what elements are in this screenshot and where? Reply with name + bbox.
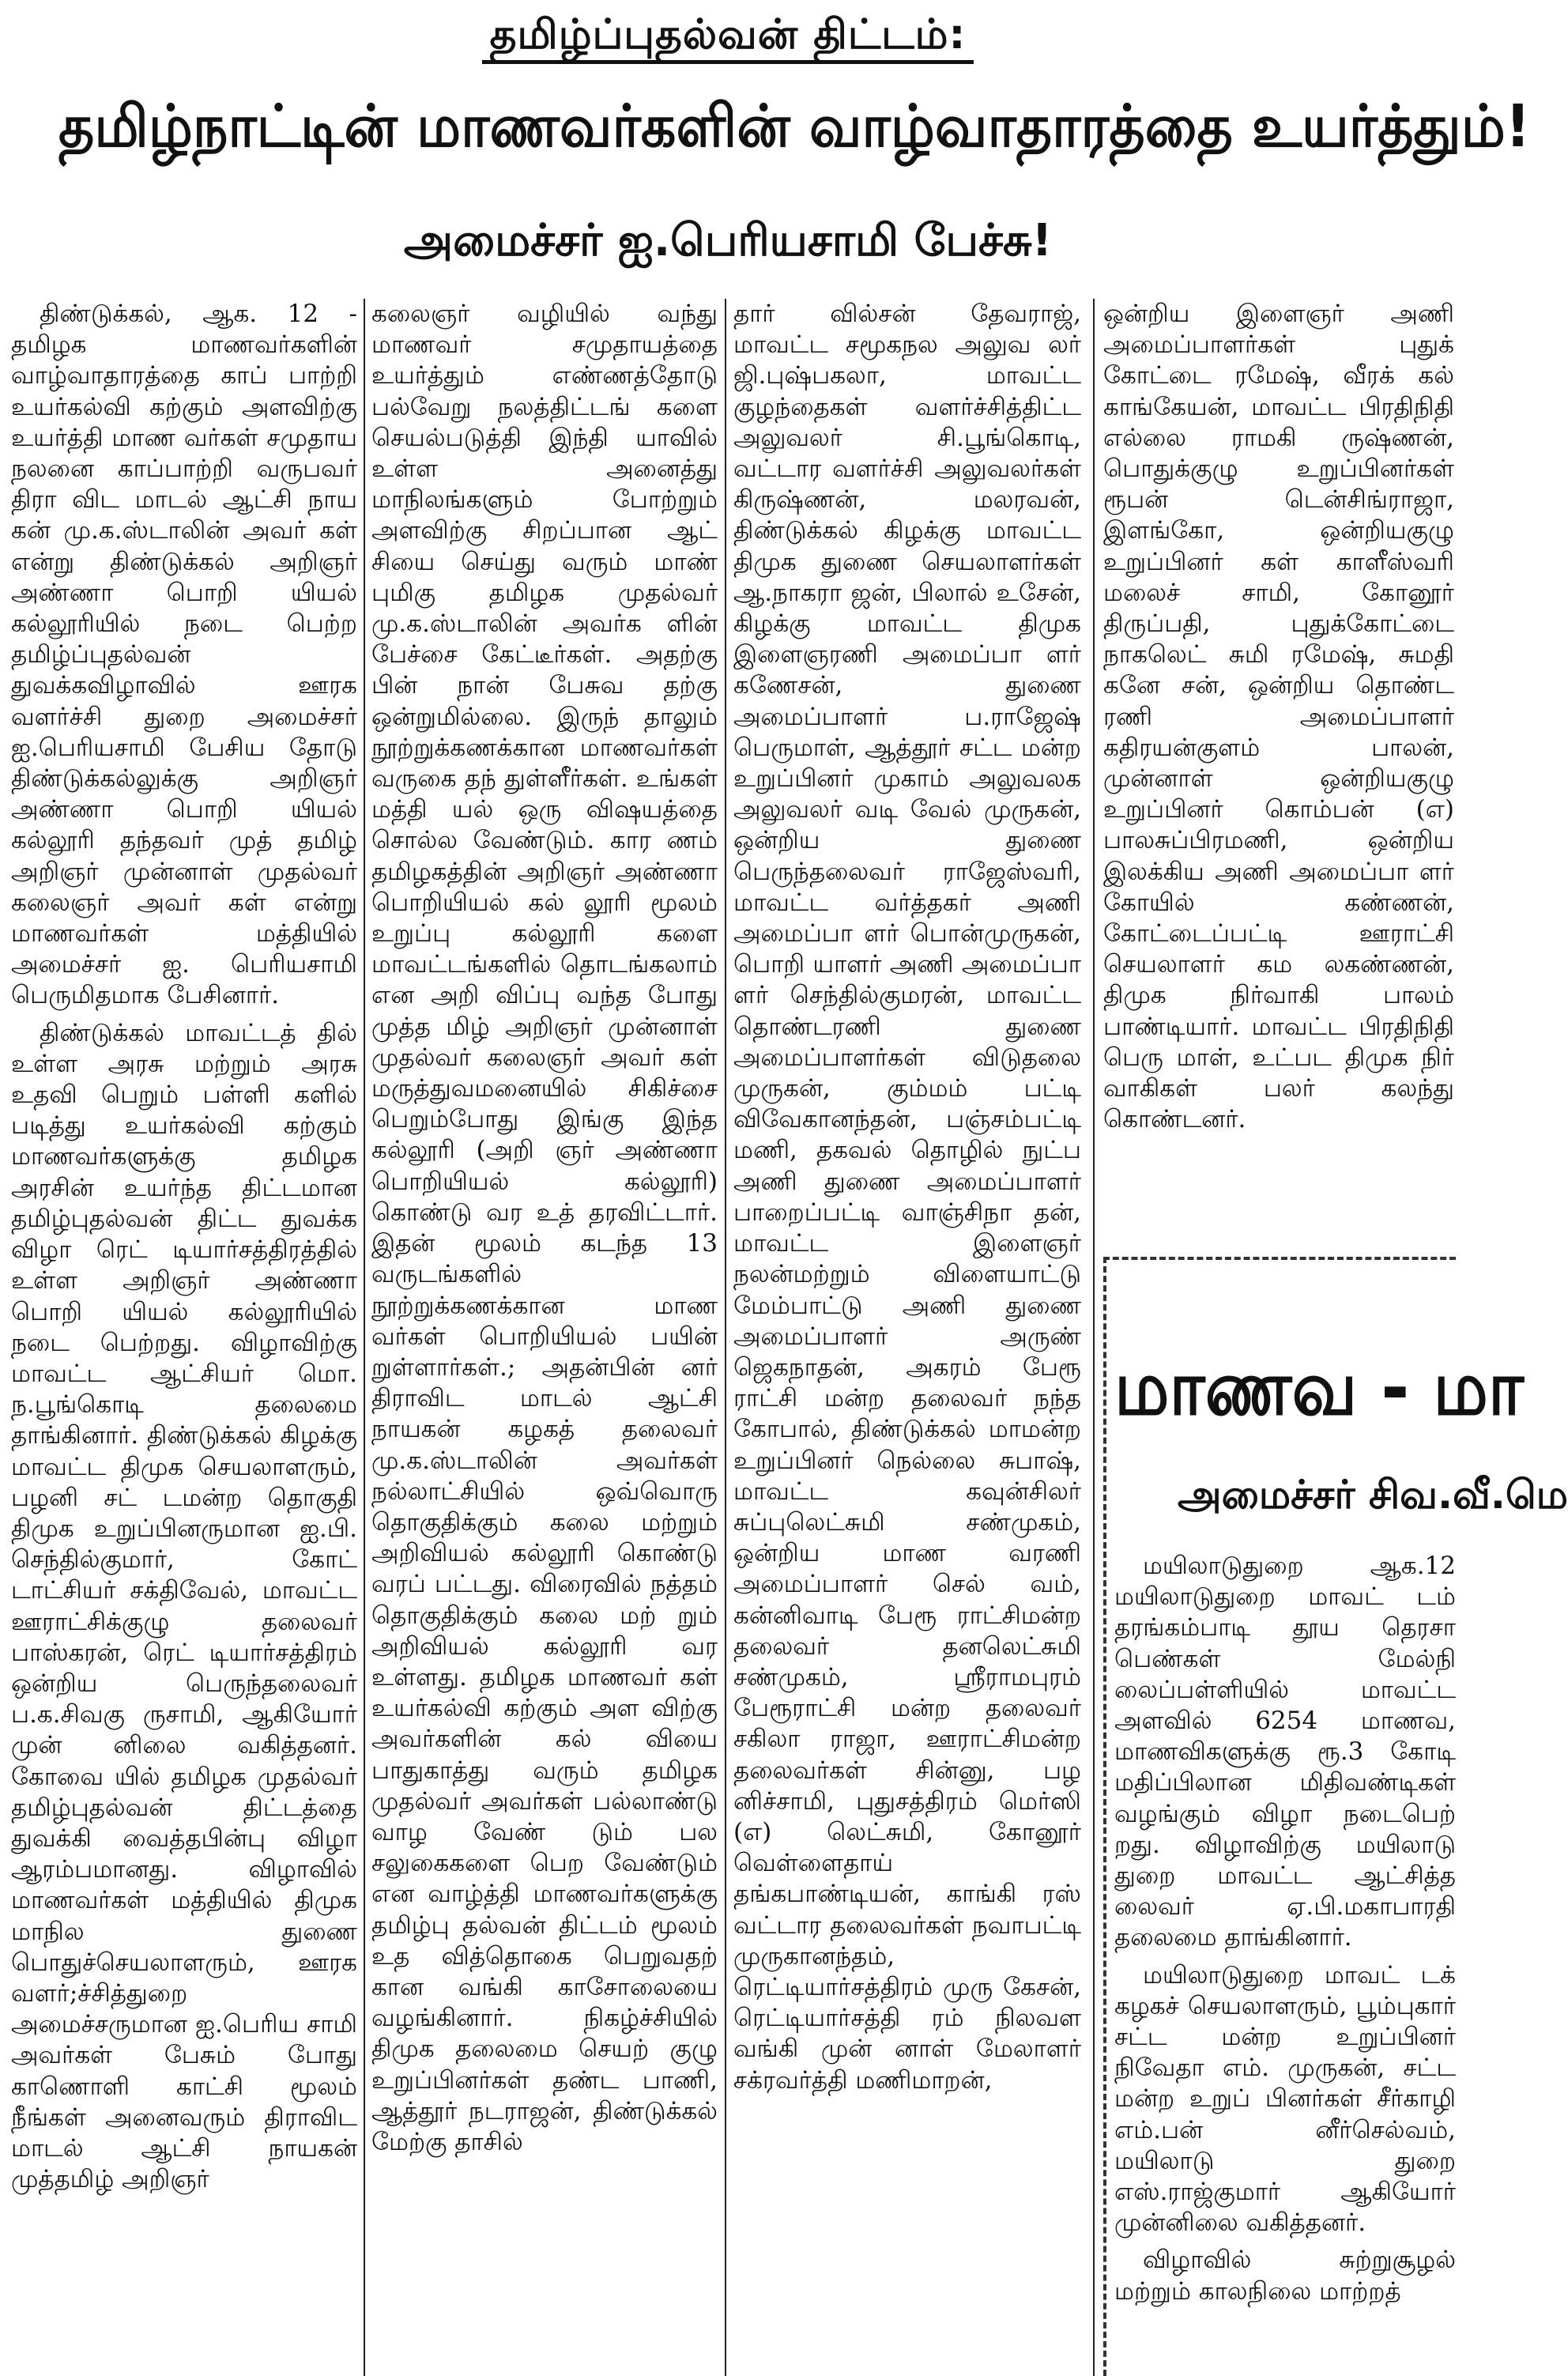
paragraph: திண்டுக்கல் மாவட்டத் தில் உள்ள அரசு மற்றும் அரசு உதவி பெறும் பள்ளி களில் படித்து உயர்கல்வி கற்கும் மாணவர்களுக்கு தமிழக அரசின் உயர்ந்த திட்டமான தமிழ்புதல்வன் திட்ட துவக்க விழா ரெட் டியார்சத்திரத்தில் உள்ள அறிஞர் அண்ணா பொறி யியல் கல்லூரியில் நடை பெற்றது. விழாவிற்கு மாவட்ட ஆட்சியர் மொ. ந.பூங்கொடி தலைமை தாங்கினார். திண்டுக்கல் கிழக்கு மாவட்ட திமுக செயலாளரும், பழனி சட் டமன்ற தொகுதி திமுக உறுப்பினருமான ஐ.பி. செந்தில்குமார், கோட் டாட்சியர் சக்திவேல், மாவட்ட ஊராட்சிக்குழு தலைவர் பாஸ்கரன், ரெட் டியார்சத்திரம் ஒன்றிய பெருந்தலைவர் ப.க.சிவகு ருசாமி, ஆகியோர் முன் னிலை வகித்தனர். கோவை யில் தமிழக முதல்வர் தமிழ்புதல்வன் திட்டத்தை துவக்கி வைத்தபின்பு விழா ஆரம்பமானது. விழாவில் மாணவர்கள் மத்தியில் திமுக மாநில துணை பொதுச்செயலாளரும், ஊரக வளர்;ச்சித்துறை அமைச்சருமான ஐ.பெரிய சாமி அவர்கள் பேசும் போது காணொளி காட்சி மூலம் நீங்கள் அனைவரும் திராவிட மாடல் ஆட்சி நாயகன் முத்தமிழ் அறிஞர் (11, 1018, 357, 2194)
column-rule (364, 299, 365, 2376)
paragraph: ஒன்றிய இளைஞர் அணி அமைப்பாளர்கள் புதுக் கோட்டை ரமேஷ், வீரக் கல் காங்கேயன், மாவட்ட பிரதிநிதி எல்லை ராமகி ருஷ்ணன், பொதுக்குழு உறுப்பினர்கள் ரூபன் டென்சிங்ராஜா, இளங்கோ, ஒன்றியகுழு உறுப்பினர் கள் காளீஸ்வரி மலைச் சாமி, கோனூர் திருப்பதி, புதுக்கோட்டை நாகலெட் சுமி ரமேஷ், சுமதி கனே சன், ஒன்றிய தொண்ட ரணி அமைப்பாளர் கதிரயன்குளம் பாலன், முன்னாள் ஒன்றியகுழு உறுப்பினர் கொம்பன் (எ) பாலசுப்பிரமணி, ஒன்றிய இலக்கிய அணி அமைப்பா ளர் கோயில் கண்ணன், கோட்டைப்பட்டி ஊராட்சி செயலாளர் கம லகண்ணன், திமுக நிர்வாகி பாலம் பாண்டியார். மாவட்ட பிரதிநிதி பெரு மாள், உட்பட திமுக நிர் வாகிகள் பலர் கலந்து கொண்டனர். (1103, 300, 1454, 1134)
paragraph: திண்டுக்கல், ஆக. 12 - தமிழக மாணவர்களின் வாழ்வாதாரத்தை காப் பாற்றி உயர்கல்வி கற்கும் அளவிற்கு உயர்த்தி மாண வர்கள் சமுதாய நலனை காப்பாற்றி வருபவர் திரா விட மாடல் ஆட்சி நாய கன் மு.க.ஸ்டாலின் அவர் கள் என்று திண்டுக்கல் அறிஞர் அண்ணா பொறி யியல் கல்லூரியில் நடை பெற்ற தமிழ்ப்புதல்வன் துவக்கவிழாவில் ஊரக வளர்ச்சி துறை அமைச்சர் ஐ.பெரியசாமி பேசிய தோடு திண்டுக்கல்லுக்கு அறிஞர் அண்ணா பொறி யியல் கல்லூரி தந்தவர் முத் தமிழ் அறிஞர் முன்னாள் முதல்வர் கலைஞர் அவர் கள் என்று மாணவர்கள் மத்தியில் அமைச்சர் ஐ. பெரியசாமி பெருமிதமாக பேசினார். (11, 300, 357, 1010)
article-column-4 (1103, 299, 1454, 1239)
article-column-2 (371, 299, 718, 2370)
paragraph: மயிலாடுதுறை மாவட் டக் கழகச் செயலாளரும், பூம்புகார் சட்ட மன்ற உறுப்பினர் நிவேதா எம். முருகன், சட்ட மன்ற உறுப் பினர்கள் சீர்காழி எம்.பன் னீர்செல்வம், மயிலாடு துறை எஸ்.ராஜ்குமார் ஆகியோர் முன்னிலை வகித்தனர். (1114, 1960, 1456, 2238)
paragraph: விழாவில் சுற்றுசூழல் மற்றும் காலநிலை மாற்றத் (1114, 2246, 1456, 2306)
article-separator (1103, 1257, 1456, 1260)
headline: தமிழ்நாட்டின் மாணவர்களின் வாழ்வாதாரத்தை உயர்த்தும்! (58, 92, 1531, 160)
second-article-headline: மாணவ - மா (1114, 1344, 1524, 1432)
kicker-title: தமிழ்ப்புதல்வன் திட்டம்: (0, 11, 1456, 64)
second-article-subheadline: அமைச்சர் சிவ.வீ.மெ (1178, 1472, 1568, 1518)
second-article-column (1114, 1551, 1456, 2376)
paragraph: தார் வில்சன் தேவராஜ், மாவட்ட சமூகநல அலுவ லர் ஜி.புஷ்பகலா, மாவட்ட குழந்தைகள் வளர்ச்சித்திட்ட அலுவலர் சி.பூங்கொடி, வட்டார வளர்ச்சி அலுவலர்கள் கிருஷ்ணன், மலரவன், திண்டுக்கல் கிழக்கு மாவட்ட திமுக துணை செயலாளர்கள் ஆ.நாகரா ஜன், பிலால் உசேன், கிழக்கு மாவட்ட திமுக இளைஞரணி அமைப்பா ளர் கணேசன், துணை அமைப்பாளர் ப.ராஜேஷ் பெருமாள், ஆத்தூர் சட்ட மன்ற உறுப்பினர் முகாம் அலுவலக அலுவலர் வடி வேல் முருகன், ஒன்றிய துணை பெருந்தலைவர் ராஜேஸ்வரி, மாவட்ட வர்த்தகர் அணி அமைப்பா ளர் பொன்முருகன், பொறி யாளர் அணி அமைப்பா ளர் செந்தில்குமரன், மாவட்ட தொண்டரணி துணை அமைப்பாளர்கள் விடுதலை முருகன், கும்மம் பட்டி விவேகானந்தன், பஞ்சம்பட்டி மணி, தகவல் தொழில் நுட்ப அணி துணை அமைப்பாளர் பாறைப்பட்டி வாஞ்சிநா தன், மாவட்ட இளைஞர் நலன்மற்றும் விளையாட்டு மேம்பாட்டு அணி துணை அமைப்பாளர் அருண் ஜெகநாதன், அகரம் பேரூ ராட்சி மன்ற தலைவர் நந்த கோபால், திண்டுக்கல் மாமன்ற உறுப்பினர் நெல்லை சுபாஷ், மாவட்ட கவுன்சிலர் சுப்புலெட்சுமி சண்முகம், ஒன்றிய மாண வரணி அமைப்பாளர் செல் வம், கன்னிவாடி பேரூ ராட்சிமன்ற தலைவர் தனலெட்சுமி சண்முகம், ஸ்ரீராமபுரம் பேரூராட்சி மன்ற தலைவர் சகிலா ராஜா, ஊராட்சிமன்ற தலைவர்கள் சின்னு, பழ னிச்சாமி, புதுசத்திரம் மெர்ஸி (எ) லெட்சுமி, கோனூர் வெள்ளைதாய் தங்கபாண்டியன், காங்கி ரஸ் வட்டார தலைவர்கள் நவாபட்டி முருகானந்தம், ரெட்டியார்சத்திரம் முரு கேசன், ரெட்டியார்சத்தி ரம் நிலவள வங்கி முன் னாள் மேலாளர் சக்ரவர்த்தி மணிமாறன், (733, 300, 1081, 2095)
article-column-3 (733, 299, 1081, 2370)
paragraph: கலைஞர் வழியில் வந்து மாணவர் சமுதாயத்தை உயர்த்தும் எண்ணத்தோடு பல்வேறு நலத்திட்டங் களை செயல்படுத்தி இந்தி யாவில் உள்ள அனைத்து மாநிலங்களும் போற்றும் அளவிற்கு சிறப்பான ஆட் சியை செய்து வரும் மாண் புமிகு தமிழக முதல்வர் மு.க.ஸ்டாலின் அவர்க ளின் பேச்சை கேட்டீர்கள். அதற்கு பின் நான் பேசுவ தற்கு ஒன்றுமில்லை. இருந் தாலும் நூற்றுக்கணக்கான மாணவர்கள் வருகை தந் துள்ளீர்கள். உங்கள் மத்தி யல் ஒரு விஷயத்தை சொல்ல வேண்டும். கார ணம் தமிழகத்தின் அறிஞர் அண்ணா பொறியியல் கல் லூரி மூலம் உறுப்பு கல்லூரி களை மாவட்டங்களில் தொடங்கலாம் என அறி விப்பு வந்த போது முத்த மிழ் அறிஞர் முன்னாள் முதல்வர் கலைஞர் அவர் கள் மருத்துவமனையில் சிகிச்சை பெறும்போது இங்கு இந்த கல்லூரி (அறி ஞர் அண்ணா பொறியியல் கல்லூரி) கொண்டு வர உத் தரவிட்டார். இதன் மூலம் கடந்த 13 வருடங்களில் நூற்றுக்கணக்கான மாண வர்கள் பொறியியல் பயின் றுள்ளார்கள்.; அதன்பின் னர் திராவிட மாடல் ஆட்சி நாயகன் கழகத் தலைவர் மு.க.ஸ்டாலின் அவர்கள் நல்லாட்சியில் ஒவ்வொரு தொகுதிக்கும் கலை மற்றும் அறிவியல் கல்லூரி கொண்டு வரப் பட்டது. விரைவில் நத்தம் தொகுதிக்கும் கலை மற் றும் அறிவியல் கல்லூரி வர உள்ளது. தமிழக மாணவர் கள் உயர்கல்வி கற்கும் அள விற்கு அவர்களின் கல் வியை பாதுகாத்து வரும் தமிழக முதல்வர் அவர்கள் பல்லாண்டு வாழ வேண் டும் பல சலுகைகளை பெற வேண்டும் என வாழ்த்தி மாணவர்களுக்கு தமிழ்பு தல்வன் திட்டம் மூலம் உத வித்தொகை பெறுவதற் கான வங்கி காசோலையை வழங்கினார். நிகழ்ச்சியில் திமுக தலைமை செயற் குழு உறுப்பினர்கள் தண்ட பாணி, ஆத்தூர் நடராஜன், திண்டுக்கல் மேற்கு தாசில் (371, 300, 718, 2156)
article-separator (1103, 1257, 1106, 2376)
paragraph: மயிலாடுதுறை ஆக.12 மயிலாடுதுறை மாவட் டம் தரங்கம்பாடி தூய தெரசா பெண்கள் மேல்நி லைப்பள்ளியில் மாவட்ட அளவில் 6254 மாணவ, மாணவிகளுக்கு ரூ.3 கோடி மதிப்பிலான மிதிவண்டிகள் வழங்கும் விழா நடைபெற் றது. விழாவிற்கு மயிலாடு துறை மாவட்ட ஆட்சித்த லைவர் ஏ.பி.மகாபாரதி தலைமை தாங்கினார். (1114, 1552, 1456, 1952)
article-column-1 (11, 299, 357, 2370)
column-rule (1093, 299, 1095, 2376)
column-rule (725, 299, 726, 2376)
subheadline: அமைச்சர் ஐ.பெரியசாமி பேச்சு! (403, 215, 1053, 266)
